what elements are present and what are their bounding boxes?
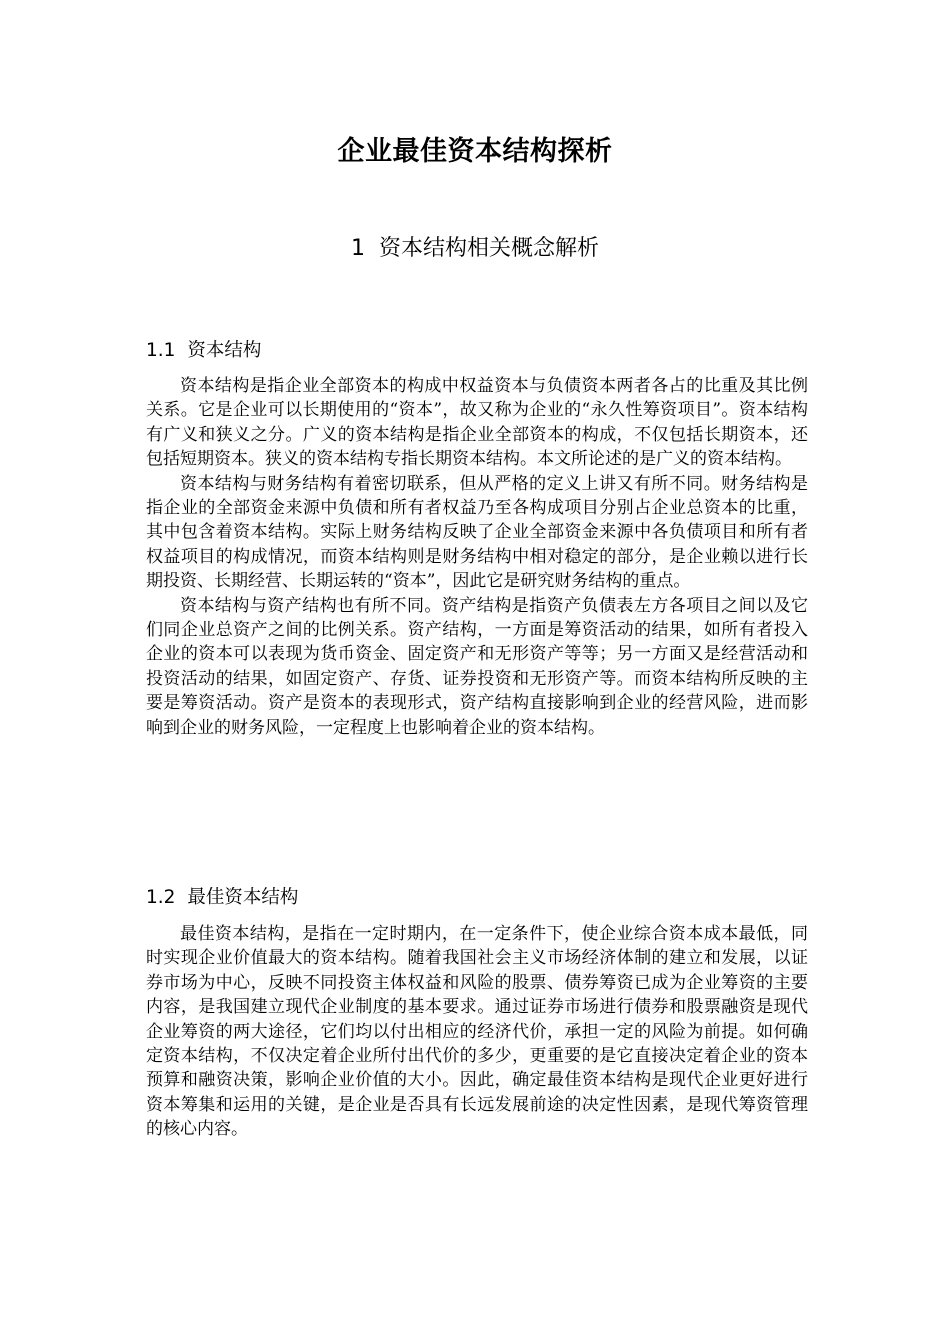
section-heading-1-2 <box>146 884 298 912</box>
section-title: 最佳资本结构 <box>187 887 299 908</box>
chapter-number: 1 <box>350 236 365 261</box>
section-heading-1-1 <box>146 337 261 365</box>
section-body-1-2 <box>146 922 808 1142</box>
section-number: 1.2 <box>146 887 176 908</box>
section-body-1-1 <box>146 374 808 740</box>
section-number: 1.1 <box>146 340 176 361</box>
paragraph: 最佳资本结构，是指在一定时期内，在一定条件下，使企业综合资本成本最低，同时实现企业价值最大的资本结构。随着我国社会主义市场经济体制的建立和发展，以证券市场为中心，反映不同投资主体权益和风险的股票、债券筹资已成为企业筹资的主要内容，是我国建立现代企业制度的基本要求。通过证券市场进行债券和股票融资是现代企业筹资的两大途径，它们均以付出相应的经济代价，承担一定的风险为前提。如何确定资本结构，不仅决定着企业所付出代价的多少，更重要的是它直接决定着企业的资本预算和融资决策，影响企业价值的大小。因此，确定最佳资本结构是现代企业更好进行资本筹集和运用的关键，是企业是否具有长远发展前途的决定性因素，是现代筹资管理的核心内容。 <box>146 924 808 1140</box>
document-title: 企业最佳资本结构探析 <box>337 136 613 167</box>
paragraph: 资本结构与财务结构有着密切联系，但从严格的定义上讲又有所不同。财务结构是指企业的全部资金来源中负债和所有者权益乃至各构成项目分别占企业总资本的比重，其中包含着资本结构。实际上财务结构反映了企业全部资金来源中各负债项目和所有者权益项目的构成情况，而资本结构则是财务结构中相对稳定的部分，是企业赖以进行长期投资、长期经营、长期运转的“资本”，因此它是研究财务结构的重点。 <box>146 473 808 592</box>
chapter-heading <box>0 231 950 267</box>
paragraph: 资本结构是指企业全部资本的构成中权益资本与负债资本两者各占的比重及其比例关系。它是企业可以长期使用的“资本”，故又称为企业的“永久性筹资项目”。资本结构有广义和狭义之分。广义的资本结构是指企业全部资本的构成，不仅包括长期资本，还包括短期资本。狭义的资本结构专指长期资本结构。本文所论述的是广义的资本结构。 <box>146 376 808 470</box>
section-title: 资本结构 <box>187 340 262 361</box>
chapter-title: 资本结构相关概念解析 <box>378 236 599 261</box>
paragraph: 资本结构与资产结构也有所不同。资产结构是指资产负债表左方各项目之间以及它们同企业总资产之间的比例关系。资产结构，一方面是筹资活动的结果，如所有者投入企业的资本可以表现为货币资金、固定资产和无形资产等等；另一方面又是经营活动和投资活动的结果，如固定资产、存货、证券投资和无形资产等。而资本结构所反映的主要是筹资活动。资产是资本的表现形式，资产结构直接影响到企业的经营风险，进而影响到企业的财务风险，一定程度上也影响着企业的资本结构。 <box>146 595 808 738</box>
